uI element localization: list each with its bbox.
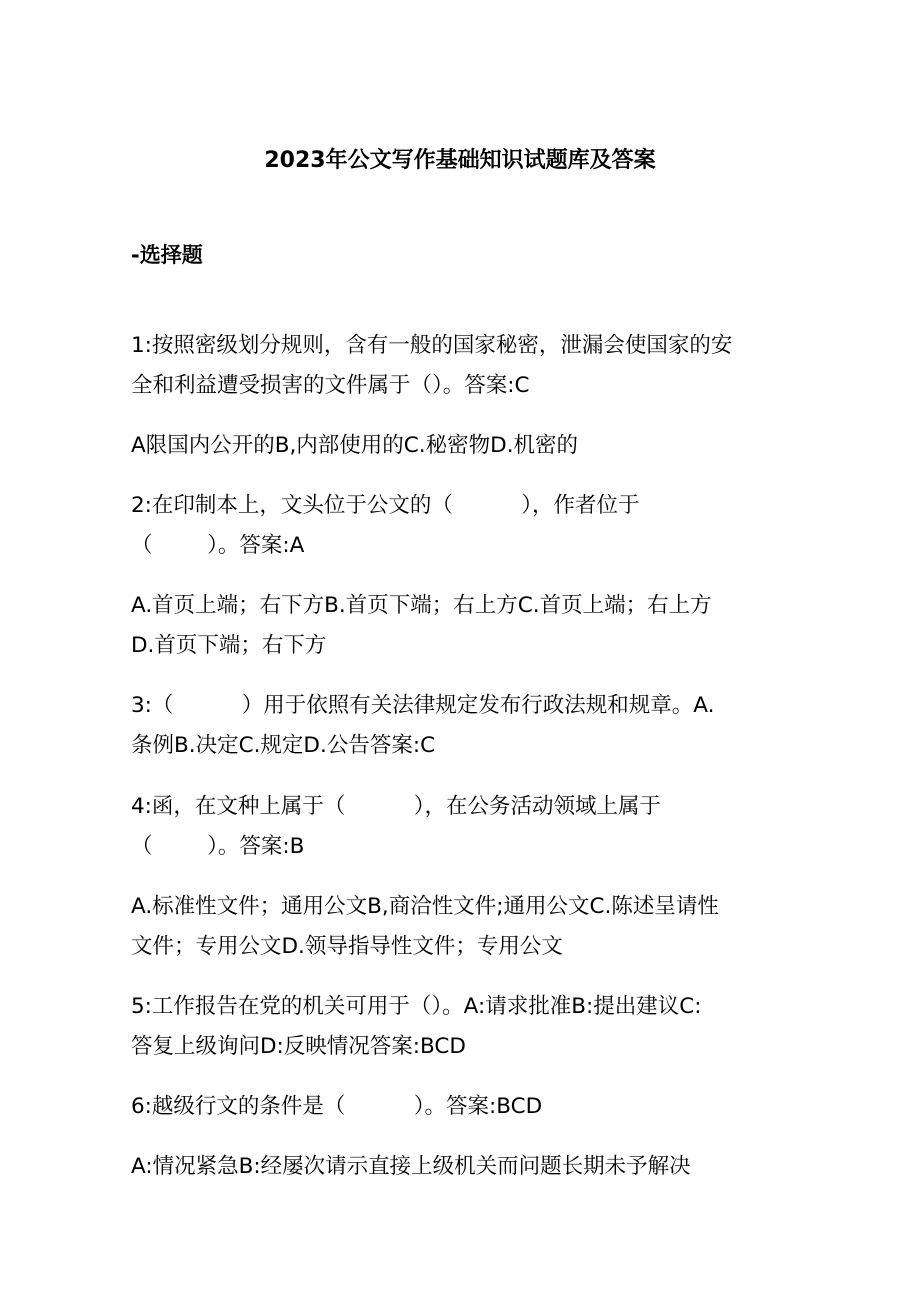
question-6-line-1: 6:越级行文的条件是（ ）。答案:BCD [131,1094,543,1119]
question-4-line-1: 4:函，在文种上属于（ ），在公务活动领域上属于 [131,794,662,819]
question-1-options: A限国内公开的B,内部使用的C.秘密物D.机密的 [131,433,579,458]
question-4-options-line-1: A.标准性文件；通用公文B,商洽性文件;通用公文C.陈述呈请性 [131,894,719,919]
question-4-options-line-2: 文件；专用公文D.领导指导性文件；专用公文 [131,934,563,959]
question-4-line-2: （ ）。答案:B [131,834,305,859]
question-2-line-2: （ ）。答案:A [131,533,305,558]
question-1-line-2: 全和利益遭受损害的文件属于（）。答案:C [131,373,530,398]
document-title: 2023年公文写作基础知识试题库及答案 [264,148,656,173]
question-2-options-line-2: D.首页下端；右下方 [131,633,327,658]
question-2-line-1: 2:在印制本上，文头位于公文的（ ），作者位于 [131,493,640,518]
question-2-options-line-1: A.首页上端；右下方B.首页下端；右上方C.首页上端；右上方 [131,593,712,618]
question-5-line-1: 5:工作报告在党的机关可用于（）。A:请求批准B:提出建议C: [131,994,702,1019]
question-1-line-1: 1:按照密级划分规则，含有一般的国家秘密，泄漏会使国家的安 [131,333,733,358]
question-6-options-line-1: A:情况紧急B:经屡次请示直接上级机关而问题长期未予解决 [131,1154,691,1179]
question-5-line-2: 答复上级询问D:反映情况答案:BCD [131,1034,466,1059]
question-3-line-1: 3:（ ）用于依照有关法律规定发布行政法规和规章。A. [131,693,715,718]
question-3-line-2: 条例B.决定C.规定D.公告答案:C [131,733,436,758]
section-heading: -选择题 [131,243,203,267]
